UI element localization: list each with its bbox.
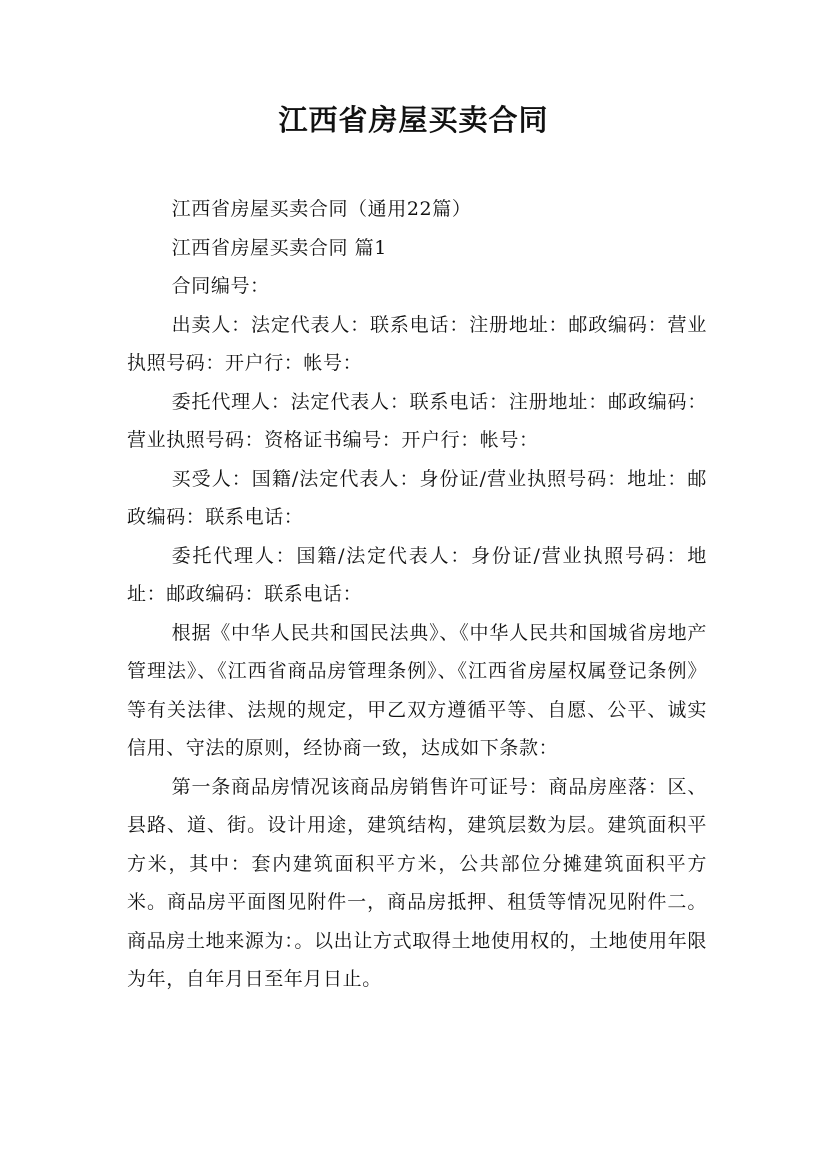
document-title: 江西省房屋买卖合同 (278, 103, 549, 137)
paragraph-section-heading: 江西省房屋买卖合同 篇1 (171, 236, 387, 259)
document-body (127, 190, 707, 999)
paragraph-buyer: 买受人：国籍/法定代表人：身份证/营业执照号码：地址：邮政编码：联系电话： (127, 467, 707, 528)
paragraph-buyer-agent: 委托代理人：国籍/法定代表人：身份证/营业执照号码：地址：邮政编码：联系电话： (127, 544, 707, 605)
paragraph-subtitle: 江西省房屋买卖合同（通用22篇） (171, 198, 472, 220)
paragraph-legal-basis: 根据《中华人民共和国民法典》、《中华人民共和国城省房地产管理法》、《江西省商品房管理条例》、《江西省房屋权属登记条例》等有关法律、法规的规定，甲乙双方遵循平等、自愿、公平、诚实信用、守法的原则，经协商一致，达成如下条款： (127, 621, 707, 759)
paragraph-seller: 出卖人：法定代表人：联系电话：注册地址：邮政编码：营业执照号码：开户行：帐号： (127, 313, 707, 374)
paragraph-contract-number: 合同编号： (171, 275, 270, 297)
paragraph-seller-agent: 委托代理人：法定代表人：联系电话：注册地址：邮政编码：营业执照号码：资格证书编号：开户行：帐号： (127, 390, 707, 451)
paragraph-article-one: 第一条商品房情况该商品房销售许可证号：商品房座落：区、县路、道、街。设计用途，建筑结构，建筑层数为层。建筑面积平方米，其中：套内建筑面积平方米，公共部位分摊建筑面积平方米。商品房平面图见附件一，商品房抵押、租赁等情况见附件二。商品房土地来源为：。以出让方式取得土地使用权的，土地使用年限为年，自年月日至年月日止。 (127, 775, 707, 990)
